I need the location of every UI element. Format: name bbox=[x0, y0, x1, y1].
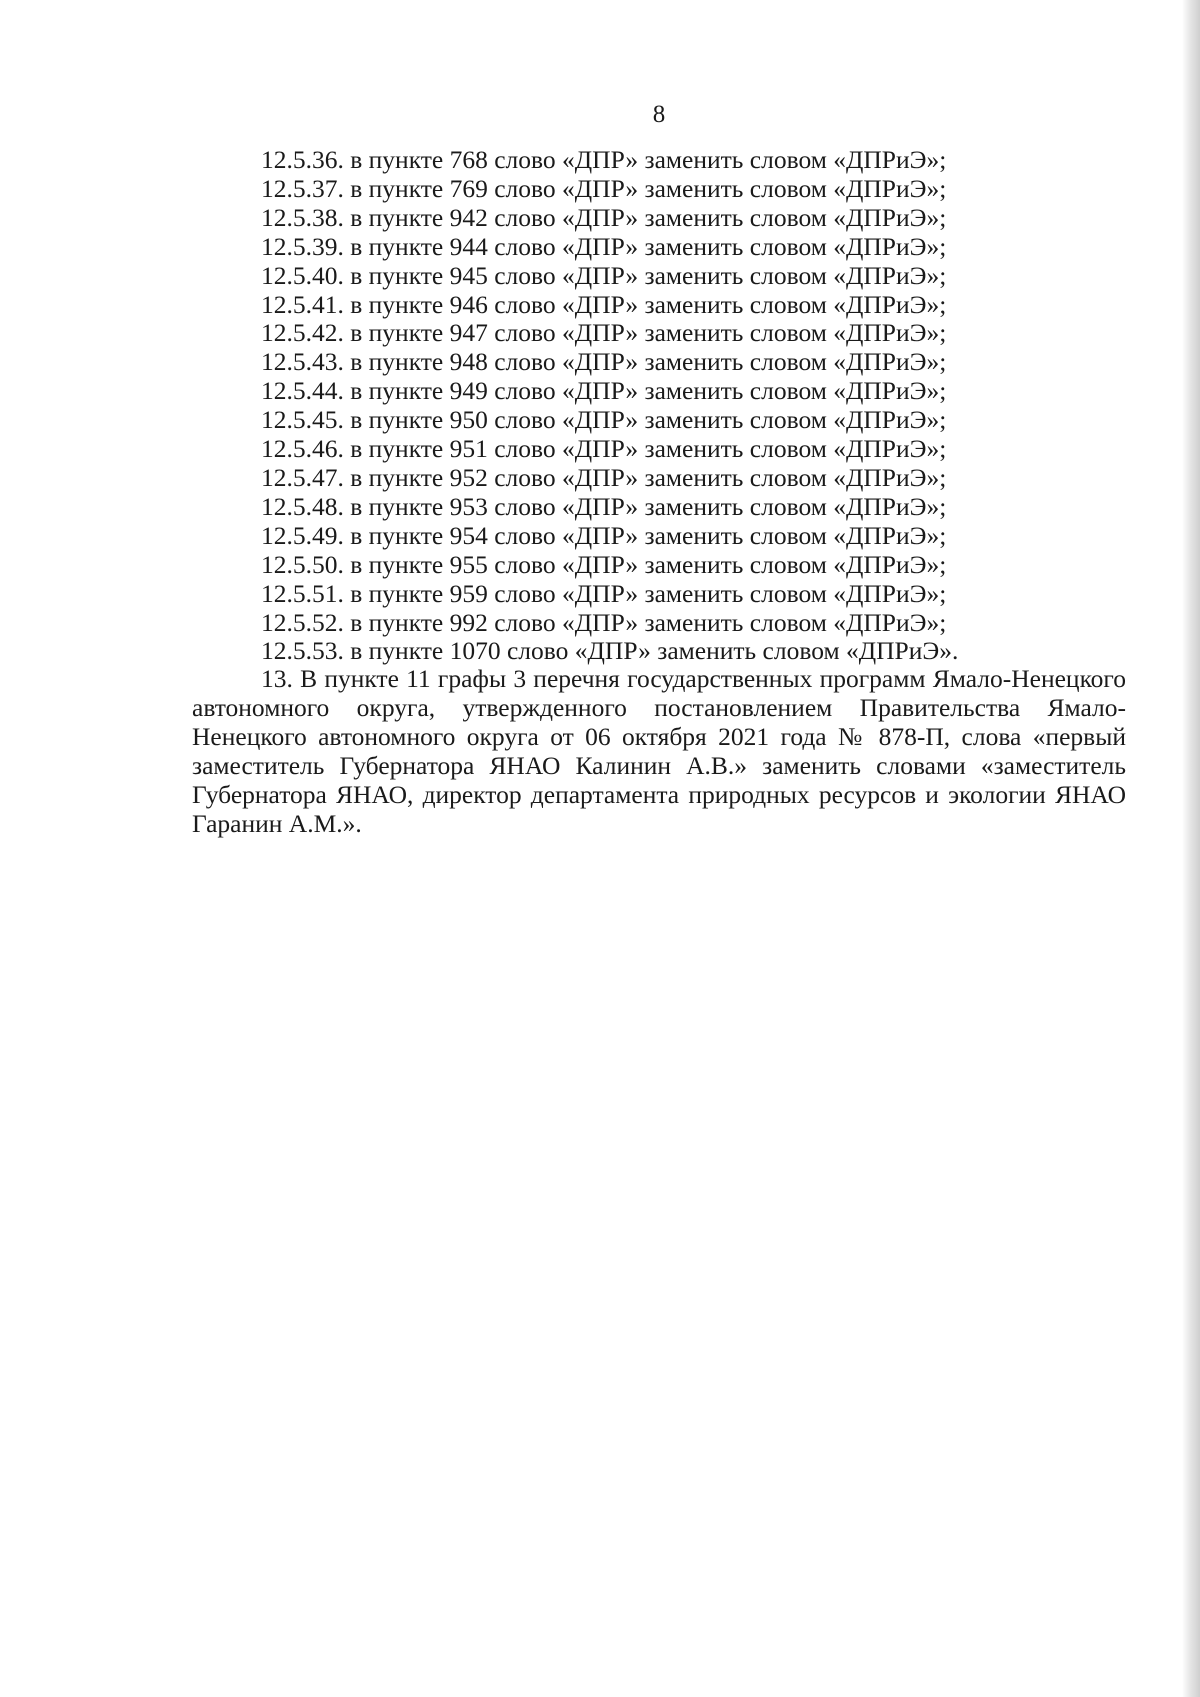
amendment-item: 12.5.38. в пункте 942 слово «ДПР» заменить словом «ДПРиЭ»; bbox=[261, 202, 947, 232]
amendment-item: 12.5.44. в пункте 949 слово «ДПР» заменить словом «ДПРиЭ»; bbox=[261, 376, 947, 406]
amendment-item: 12.5.52. в пункте 992 слово «ДПР» заменить словом «ДПРиЭ»; bbox=[261, 607, 947, 637]
amendment-item: 12.5.50. в пункте 955 слово «ДПР» заменить словом «ДПРиЭ»; bbox=[261, 549, 947, 579]
amendment-item: 12.5.43. в пункте 948 слово «ДПР» заменить словом «ДПРиЭ»; bbox=[261, 347, 947, 377]
amendment-list bbox=[261, 146, 958, 666]
amendment-item: 12.5.37. в пункте 769 слово «ДПР» заменить словом «ДПРиЭ»; bbox=[261, 173, 947, 203]
amendment-item: 12.5.40. в пункте 945 слово «ДПР» заменить словом «ДПРиЭ»; bbox=[261, 260, 947, 290]
amendment-item: 12.5.46. в пункте 951 слово «ДПР» заменить словом «ДПРиЭ»; bbox=[261, 434, 947, 464]
amendment-item: 12.5.41. в пункте 946 слово «ДПР» заменить словом «ДПРиЭ»; bbox=[261, 289, 947, 319]
amendment-item: 12.5.39. в пункте 944 слово «ДПР» заменить словом «ДПРиЭ»; bbox=[261, 231, 947, 261]
amendment-item: 12.5.49. в пункте 954 слово «ДПР» заменить словом «ДПРиЭ»; bbox=[261, 520, 947, 550]
amendment-item: 12.5.53. в пункте 1070 слово «ДПР» заменить словом «ДПРиЭ». bbox=[261, 636, 959, 666]
amendment-item: 12.5.47. в пункте 952 слово «ДПР» заменить словом «ДПРиЭ»; bbox=[261, 462, 947, 492]
paragraph-13: 13. В пункте 11 графы 3 перечня государственных программ Ямало-Ненецкого автономного округа, утвержденного постановлением Правительства Ямало-Ненецкого автономного округа от 06 октября 2021 года № 878-П, слова «первый заместитель Губернатора ЯНАО Калинин А.В.» заменить словами «заместитель Губернатора ЯНАО, директор департамента природных ресурсов и экологии ЯНАО Гаранин А.М.». bbox=[192, 664, 1126, 838]
amendment-item: 12.5.45. в пункте 950 слово «ДПР» заменить словом «ДПРиЭ»; bbox=[261, 405, 947, 435]
amendment-item: 12.5.42. в пункте 947 слово «ДПР» заменить словом «ДПРиЭ»; bbox=[261, 318, 947, 348]
amendment-item: 12.5.36. в пункте 768 слово «ДПР» заменить словом «ДПРиЭ»; bbox=[261, 145, 947, 174]
page-number: 8 bbox=[652, 101, 666, 128]
amendment-item: 12.5.51. в пункте 959 слово «ДПР» заменить словом «ДПРиЭ»; bbox=[261, 578, 947, 608]
amendment-item: 12.5.48. в пункте 953 слово «ДПР» заменить словом «ДПРиЭ»; bbox=[261, 491, 947, 521]
page-edge-shadow bbox=[1182, 0, 1200, 1697]
